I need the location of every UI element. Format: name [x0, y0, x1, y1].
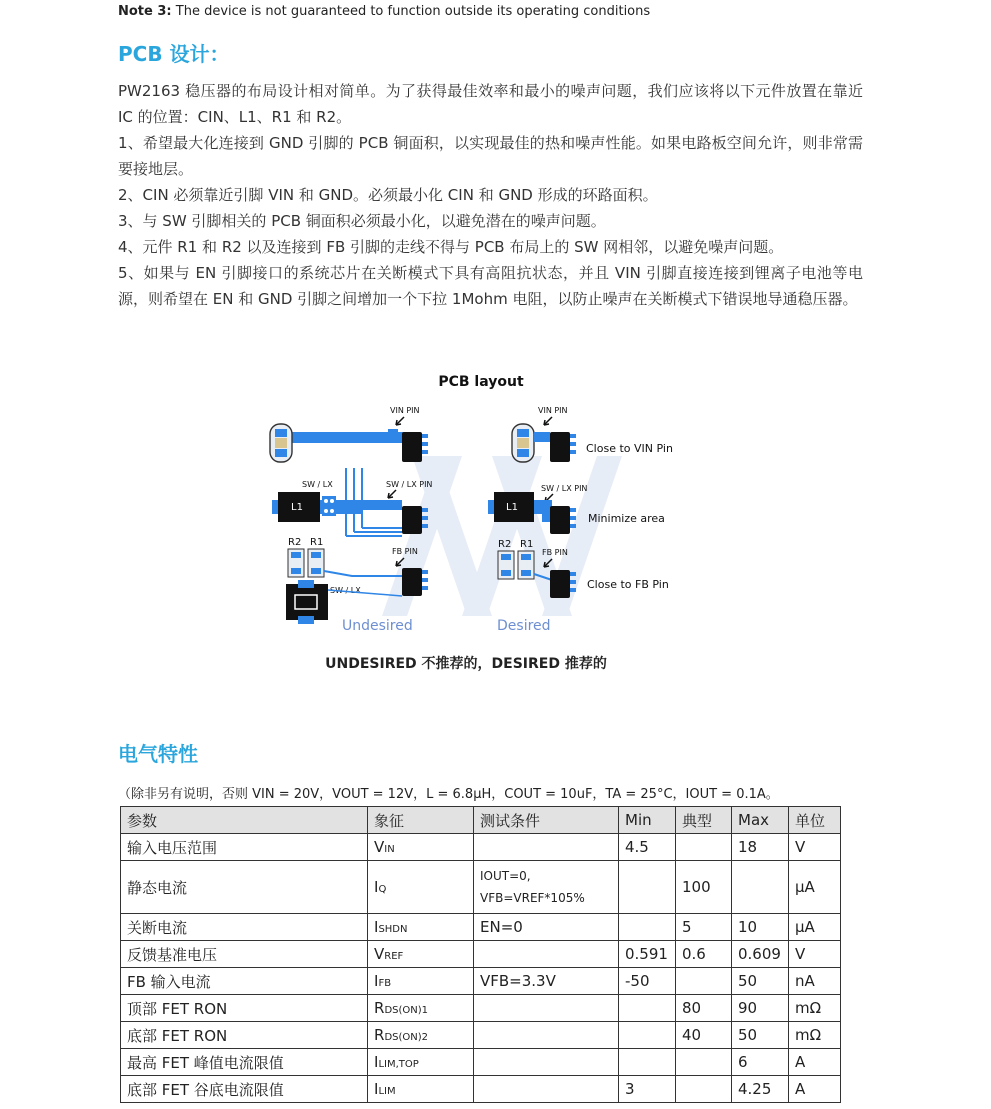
- cell-typ: 40: [676, 1022, 732, 1049]
- pcb-intro-paragraph: PW2163 稳压器的布局设计相对简单。为了获得最佳效率和最小的噪声问题，我们应该将以下元件放置在靠近 IC 的位置：CIN、L1、R1 和 R2。: [118, 82, 863, 126]
- cell-min: [619, 861, 676, 914]
- symbol-sub: Q: [378, 884, 387, 895]
- cell-min: [619, 914, 676, 941]
- cell-symbol: [368, 834, 474, 861]
- cell-typ: [676, 834, 732, 861]
- cell-max: 0.609: [732, 941, 789, 968]
- table-row: [121, 914, 841, 941]
- cell-condition: [474, 1049, 619, 1076]
- symbol-sub: LIM,TOP: [378, 1059, 419, 1070]
- table-row: [121, 1076, 841, 1103]
- table-header-row: [121, 807, 841, 834]
- cell-typ: 100: [676, 861, 732, 914]
- r1-label-right: R1: [520, 539, 534, 550]
- cell-param: 最高 FET 峰值电流限值: [121, 1049, 368, 1076]
- header-symbol: 象征: [368, 807, 474, 834]
- sw-lx-label-fb: SW / LX: [330, 586, 361, 595]
- symbol-main: V: [374, 838, 385, 856]
- cell-typ: [676, 1049, 732, 1076]
- cell-min: [619, 1022, 676, 1049]
- symbol-main: I: [374, 1053, 379, 1071]
- cell-condition: [474, 861, 619, 914]
- cell-unit: A: [789, 1049, 841, 1076]
- table-row: [121, 968, 841, 995]
- cell-condition: EN=0: [474, 914, 619, 941]
- electrical-characteristics-table: [120, 806, 841, 1103]
- cell-unit: mΩ: [789, 1022, 841, 1049]
- minimize-area-label: Minimize area: [588, 512, 665, 525]
- cell-condition: [474, 1076, 619, 1103]
- symbol-sub: FB: [378, 978, 392, 989]
- cell-condition: [474, 941, 619, 968]
- l1-label-left: L1: [291, 502, 303, 513]
- figure-title: PCB layout: [438, 374, 524, 390]
- cell-param: 底部 FET RON: [121, 1022, 368, 1049]
- cell-typ: [676, 1076, 732, 1103]
- figure-caption: UNDESIRED 不推荐的，DESIRED 推荐的: [325, 656, 607, 672]
- l1-label-right: L1: [506, 502, 518, 513]
- close-to-vin-label: Close to VIN Pin: [586, 442, 673, 455]
- pcb-item-1: 1、希望最大化连接到 GND 引脚的 PCB 铜面积，以实现最佳的热和噪声性能。如果电路板空间允许，则非常需要接地层。: [118, 134, 863, 178]
- sw-lx-label-left: SW / LX: [302, 480, 333, 489]
- symbol-main: I: [374, 918, 379, 936]
- cell-condition: [474, 1022, 619, 1049]
- cell-max: 90: [732, 995, 789, 1022]
- cell-unit: μA: [789, 861, 841, 914]
- cell-symbol: [368, 1022, 474, 1049]
- pcb-item-4: 4、元件 R1 和 R2 以及连接到 FB 引脚的走线不得与 PCB 布局上的 SW 网相邻，以避免噪声问题。: [118, 238, 784, 256]
- header-param: 参数: [121, 807, 368, 834]
- cell-param: 顶部 FET RON: [121, 995, 368, 1022]
- condition-line-1: IOUT=0,: [480, 869, 531, 883]
- cell-typ: [676, 968, 732, 995]
- test-conditions-note: （除非另有说明，否则 VIN = 20V，VOUT = 12V，L = 6.8μH，COUT = 10uF，TA = 25°C，IOUT = 0.1A。: [118, 787, 779, 802]
- table-row: [121, 941, 841, 968]
- cell-max: 6: [732, 1049, 789, 1076]
- cell-param: 关断电流: [121, 914, 368, 941]
- cell-param: 静态电流: [121, 861, 368, 914]
- cell-typ: 5: [676, 914, 732, 941]
- cell-symbol: [368, 914, 474, 941]
- cell-max: 50: [732, 968, 789, 995]
- pcb-layout-figure: [262, 396, 702, 640]
- cell-symbol: [368, 861, 474, 914]
- header-unit: 单位: [789, 807, 841, 834]
- fb-pin-label-right: FB PIN: [542, 548, 568, 557]
- cell-max: 4.25: [732, 1076, 789, 1103]
- table-row: [121, 834, 841, 861]
- table-row: [121, 861, 841, 914]
- cell-condition: VFB=3.3V: [474, 968, 619, 995]
- cell-unit: μA: [789, 914, 841, 941]
- vin-pin-label-left: VIN PIN: [390, 406, 420, 415]
- cell-symbol: [368, 941, 474, 968]
- cell-unit: A: [789, 1076, 841, 1103]
- table-row: [121, 1022, 841, 1049]
- header-test-conditions: 测试条件: [474, 807, 619, 834]
- electrical-characteristics-heading: 电气特性: [118, 742, 198, 766]
- symbol-sub: IN: [384, 844, 395, 855]
- cell-max: [732, 861, 789, 914]
- cell-param: FB 输入电流: [121, 968, 368, 995]
- cell-symbol: [368, 968, 474, 995]
- pcb-item-3: 3、与 SW 引脚相关的 PCB 铜面积必须最小化，以避免潜在的噪声问题。: [118, 212, 606, 230]
- table-row: [121, 1049, 841, 1076]
- vin-pin-label-right: VIN PIN: [538, 406, 568, 415]
- symbol-main: V: [374, 945, 385, 963]
- symbol-main: I: [374, 878, 379, 896]
- cell-unit: nA: [789, 968, 841, 995]
- cell-typ: 0.6: [676, 941, 732, 968]
- pcb-design-heading: PCB 设计：: [118, 42, 230, 66]
- header-typ: 典型: [676, 807, 732, 834]
- condition-line-2: VFB=VREF*105%: [480, 891, 585, 905]
- sw-lx-pin-label-left: SW / LX PIN: [386, 480, 433, 489]
- cell-max: 50: [732, 1022, 789, 1049]
- cell-min: 0.591: [619, 941, 676, 968]
- symbol-main: R: [374, 999, 385, 1017]
- symbol-sub: REF: [384, 951, 404, 962]
- symbol-main: I: [374, 972, 379, 990]
- pcb-item-5: 5、如果与 EN 引脚接口的系统芯片在关断模式下具有高阻抗状态，并且 VIN 引脚直接连接到锂离子电池等电源，则希望在 EN 和 GND 引脚之间增加一个下拉 1Mohm 电阻，以防止噪声在关断模式下错误地导通稳压器。: [118, 264, 863, 308]
- cell-condition: [474, 995, 619, 1022]
- cell-unit: V: [789, 834, 841, 861]
- cell-min: [619, 995, 676, 1022]
- cell-unit: V: [789, 941, 841, 968]
- pcb-item-2: 2、CIN 必须靠近引脚 VIN 和 GND。必须最小化 CIN 和 GND 形成的环路面积。: [118, 186, 658, 204]
- cell-min: -50: [619, 968, 676, 995]
- r2-label-right: R2: [498, 539, 512, 550]
- cell-symbol: [368, 1049, 474, 1076]
- cell-param: 反馈基准电压: [121, 941, 368, 968]
- symbol-sub: DS(ON)2: [384, 1032, 429, 1043]
- pcb-design-text: [118, 78, 863, 312]
- r2-label-left: R2: [288, 537, 302, 548]
- cell-symbol: [368, 995, 474, 1022]
- cell-min: 4.5: [619, 834, 676, 861]
- header-max: Max: [732, 807, 789, 834]
- symbol-sub: DS(ON)1: [384, 1005, 429, 1016]
- cell-typ: 80: [676, 995, 732, 1022]
- symbol-main: I: [374, 1080, 379, 1098]
- note-label: Note 3:: [118, 4, 172, 19]
- cell-min: [619, 1049, 676, 1076]
- undesired-label: Undesired: [342, 618, 413, 634]
- note-3: [118, 4, 650, 19]
- symbol-main: R: [374, 1026, 385, 1044]
- cell-param: 输入电压范围: [121, 834, 368, 861]
- cell-condition: [474, 834, 619, 861]
- cell-symbol: [368, 1076, 474, 1103]
- symbol-sub: SHDN: [378, 924, 408, 935]
- sw-lx-pin-label-right: SW / LX PIN: [541, 484, 588, 493]
- header-min: Min: [619, 807, 676, 834]
- cell-min: 3: [619, 1076, 676, 1103]
- cell-max: 18: [732, 834, 789, 861]
- table-row: [121, 995, 841, 1022]
- symbol-sub: LIM: [378, 1086, 396, 1097]
- desired-label: Desired: [497, 618, 551, 634]
- note-text: The device is not guaranteed to function outside its operating conditions: [171, 4, 651, 19]
- r1-label-left: R1: [310, 537, 324, 548]
- fb-pin-label-left: FB PIN: [392, 547, 418, 556]
- cell-max: 10: [732, 914, 789, 941]
- cell-param: 底部 FET 谷底电流限值: [121, 1076, 368, 1103]
- cell-unit: mΩ: [789, 995, 841, 1022]
- close-to-fb-label: Close to FB Pin: [587, 578, 669, 591]
